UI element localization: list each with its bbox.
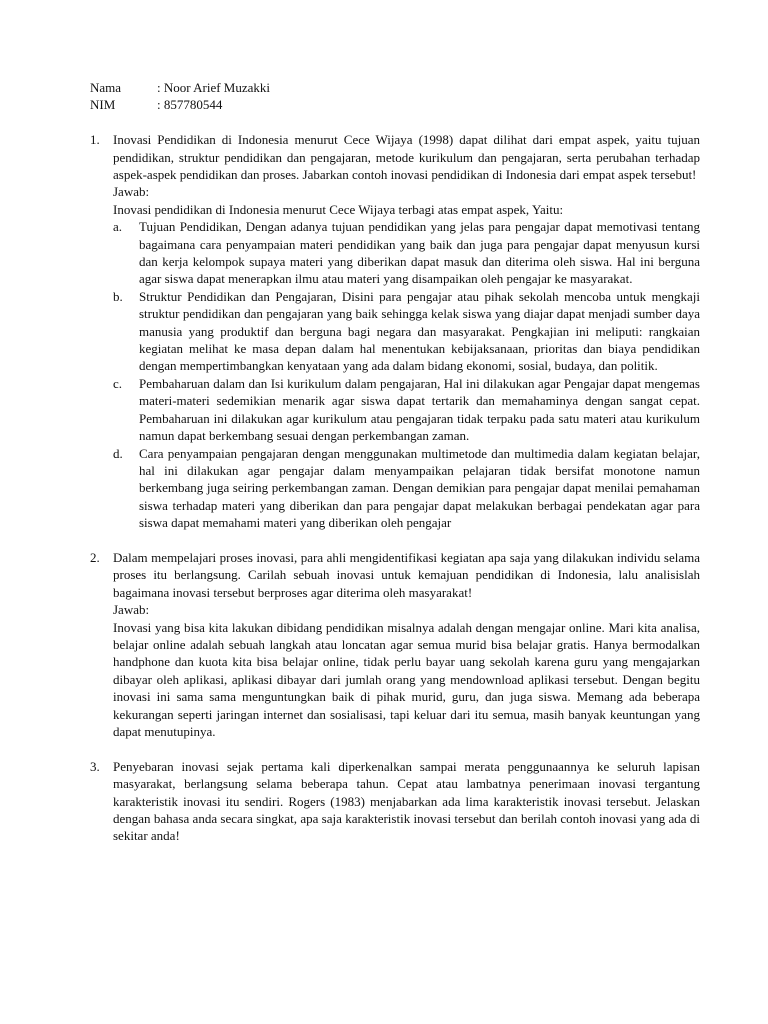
answer-item-text: Pembaharuan dalam dan Isi kurikulum dalam pengajaran, Hal ini dilakukan agar Pengajar dapat mengemas materi-materi sedemikian menarik agar siswa dapat tertarik dan memahaminya dengan sangat cepat. Pembaharuan ini dilakukan agar kurikulum atau pengajaran tidak terpaku pada satu materi atau kurikulum namun dapat berkembang sesuai dengan perkembangan zaman. (139, 375, 700, 444)
question-1-number: 1. (90, 132, 100, 148)
answer-item-d (113, 445, 700, 532)
document-page (90, 79, 700, 845)
question-1 (90, 131, 700, 531)
question-2-text: Dalam mempelajari proses inovasi, para ahli mengidentifikasi kegiatan apa saja yang dilakukan individu selama proses itu berlangsung. Carilah sebuah inovasi untuk kemajuan pendidikan di Indonesia, lalu analisislah bagaimana inovasi tersebut berproses agar diterima oleh masyarakat! (113, 549, 700, 600)
question-1-text: Inovasi Pendidikan di Indonesia menurut Cece Wijaya (1998) dapat dilihat dari empat aspek, yaitu tujuan pendidikan, struktur pendidikan dan pengajaran, metode kurikulum dan pengajaran, serta perubahan terhadap aspek-aspek pendidikan dan proses. Jabarkan contoh inovasi pendidikan di Indonesia dari empat aspek tersebut! (113, 132, 700, 183)
question-3-number: 3. (90, 758, 100, 774)
name-value: : Noor Arief Muzakki (157, 80, 271, 95)
answer-item-text: Struktur Pendidikan dan Pengajaran, Disini para pengajar atau pihak sekolah mencoba untuk mengkaji struktur pendidikan dan pengajaran yang baik sehingga kelak siswa yang diajar dapat menjadi sumber daya manusia yang produktif dan berguna bagi negara dan masyarakat. Pengkajian ini meliputi: rangkaian kegiatan melihat ke masa depan dalam hal menentukan kebijaksanaan, prioritas dan biaya pendidikan dengan mempertimbangkan kenyataan yang ada dalam bidang ekonomi, sosial, budaya, dan politik. (139, 288, 700, 374)
question-1-body (113, 131, 700, 531)
question-2-answer: Inovasi yang bisa kita lakukan dibidang pendidikan misalnya adalah dengan mengajar online. Mari kita analisa, belajar online adalah sebuah langkah atau loncatan agar semua murid bisa belajar gratis. Hanya bermodalkan handphone dan kuota kita bisa belajar online, tidak perlu bayar uang sekolah karena guru yang mengajarkan dibayar oleh aplikasi, aplikasi dibayar dari jumlah orang yang mendownload aplikasi tersebut. Dengan begitu inovasi ini sama sama menguntungkan baik di pihak murid, guru, dan juga siswa. Memang ada beberapa kekurangan seperti jaringan internet dan sosialisasi, tapi keluar dari itu semua, masih banyak keuntungan yang dapat menutupinya. (113, 619, 700, 739)
question-3 (90, 758, 700, 845)
answer-item-letter: b. (113, 288, 123, 304)
answer-item-a (113, 218, 700, 288)
question-1-answer-label: Jawab: (113, 184, 150, 200)
question-3-body (113, 758, 700, 845)
question-3-text: Penyebaran inovasi sejak pertama kali diperkenalkan sampai merata penggunaannya ke seluruh lapisan masyarakat, berlangsung selama beberapa tahun. Cepat atau lambatnya penerimaan inovasi tergantung karakteristik inovasi itu sendiri. Rogers (1983) menjabarkan ada lima karakteristik inovasi tersebut. Jelaskan dengan bahasa anda secara singkat, apa saja karakteristik inovasi tersebut dan berilah contoh inovasi yang ada di sekitar anda! (113, 758, 700, 844)
answer-item-c (113, 375, 700, 445)
answer-item-letter: d. (113, 445, 123, 461)
answer-item-letter: a. (113, 219, 123, 235)
nim-value: : 857780544 (157, 97, 223, 113)
question-2-body (113, 549, 700, 740)
question-2-answer-label: Jawab: (113, 602, 150, 618)
question-2-number: 2. (90, 549, 100, 565)
answer-item-letter: c. (113, 375, 123, 391)
name-label: Nama (90, 80, 122, 95)
nim-row (90, 96, 700, 113)
answer-item-b (113, 288, 700, 375)
question-1-answer-intro: Inovasi pendidikan di Indonesia menurut Cece Wijaya terbagi atas empat aspek, Yaitu: (113, 201, 564, 217)
nim-label: NIM (90, 97, 116, 113)
answer-item-text: Tujuan Pendidikan, Dengan adanya tujuan pendidikan yang jelas para pengajar dapat memotivasi tentang bagaimana cara penyampaian materi pendidikan yang baik dan juga para pengajar dapat menyusun kursi dan kerja kelompok supaya materi yang diberikan dapat masuk dan diterima oleh siswa. Hal ini berguna agar siswa dapat menerapkan ilmu atau materi yang disampaikan oleh pengajar ke masyarakat. (139, 219, 700, 287)
question-2 (90, 549, 700, 740)
answer-item-text: Cara penyampaian pengajaran dengan menggunakan multimetode dan multimedia dalam kegiatan belajar, hal ini dilakukan agar pengajar dalam menyampaikan pelajaran tidak bersifat monotone namun berkembang juga seiring perkembangan zaman. Dengan demikian para pengajar dapat menilai pemahaman siswa terhadap materi yang diberikan dan para pengajar dapat melakukan berbagai pendekatan agar para siswa dapat memahami materi yang diberikan oleh pengajar (139, 445, 700, 531)
name-row (90, 79, 700, 96)
